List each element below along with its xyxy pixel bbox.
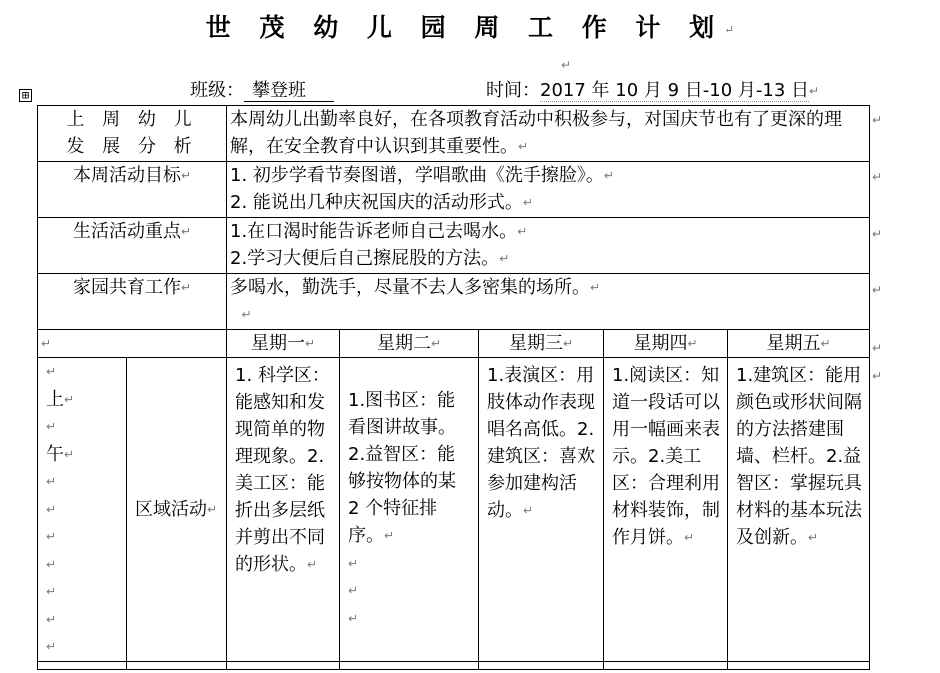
period-char-lower: 午↵ xyxy=(46,443,75,465)
class-label: 班级： xyxy=(190,80,244,101)
class-name: 攀登班 xyxy=(244,80,334,102)
activity-cell-thu[interactable]: 1.阅读区：知道一段话可以用一幅画来表示。2.美工区：合理利用材料装饰，制作月饼。↵ xyxy=(604,358,728,662)
time-value: 2017 年 10 月 9 日-10 月-13 日 xyxy=(540,80,810,101)
table-move-handle-icon[interactable]: ⊞ xyxy=(19,89,32,102)
weekday-header-thu: 星期四↵ xyxy=(604,329,728,358)
period-cell-morning: ↵ 上↵ ↵ 午↵ ↵ ↵ ↵ ↵ ↵ ↵ ↵ xyxy=(38,358,127,662)
activity-cell-mon[interactable]: 1. 科学区：能感知和发现简单的物理现象。2.美工区：能折出多层纸并剪出不同的形状。↵ xyxy=(227,358,340,662)
time-info xyxy=(486,80,819,102)
document-title: 世 茂 幼 儿 园 周 工 作 计 划↵ xyxy=(205,13,735,42)
weekday-header-mon: 星期一↵ xyxy=(227,329,340,358)
life-item: 1.在口渴时能告诉老师自己去喝水。↵ xyxy=(230,220,528,242)
table-continuation-row xyxy=(38,661,870,669)
goal-item: 2. 能说出几种庆祝国庆的活动形式。↵ xyxy=(230,192,533,213)
daily-life-label: 生活活动重点↵ xyxy=(38,217,227,273)
life-item: 2.学习大便后自己擦屁股的方法。↵ xyxy=(230,248,510,269)
home-school-content[interactable]: 多喝水，勤洗手，尽量不去人多密集的场所。↵ ↵ xyxy=(227,273,870,329)
weekday-header-blank: ↵ xyxy=(38,329,227,358)
weekday-header-fri: 星期五↵ xyxy=(728,329,870,358)
paragraph-mark: ↵ xyxy=(809,84,820,98)
period-char-upper: 上↵ xyxy=(46,388,75,410)
activity-cell-fri[interactable]: 1.建筑区：能用颜色或形状间隔的方法搭建围墙、栏杆。2.益智区：掌握玩具材料的基本玩法及创新。↵ xyxy=(728,358,870,662)
activity-cell-tue[interactable]: 1.图书区：能看图讲故事。2.益智区：能够按物体的某 2 个特征排序。↵ ↵ ↵ ↵ xyxy=(340,358,479,662)
weekday-header-tue: 星期二↵ xyxy=(340,329,479,358)
daily-life-content[interactable] xyxy=(227,217,870,273)
last-week-analysis-label: 上 周 幼 儿 发 展 分 析 xyxy=(38,106,227,162)
home-school-label: 家园共育工作↵ xyxy=(38,273,227,329)
weekday-header-wed: 星期三↵ xyxy=(479,329,604,358)
goal-item: 1. 初步学看节奏图谱，学唱歌曲《洗手擦脸》。↵ xyxy=(230,164,614,186)
paragraph-mark: ↵ xyxy=(561,58,572,72)
area-activity-label: 区域活动↵ xyxy=(127,358,227,662)
activity-cell-wed[interactable]: 1.表演区：用肢体动作表现唱名高低。2.建筑区：喜欢参加建构活动。↵ xyxy=(479,358,604,662)
paragraph-mark: ↵ xyxy=(724,22,735,37)
weekly-goals-content[interactable] xyxy=(227,161,870,217)
weekly-plan-table xyxy=(37,105,870,670)
class-info xyxy=(190,80,334,102)
last-week-analysis-content[interactable]: 本周幼儿出勤率良好，在各项教育活动中积极参与，对国庆节也有了更深的理解，在安全教育中认识到其重要性。↵ xyxy=(227,106,870,162)
time-label: 时间： xyxy=(486,80,540,101)
weekly-goals-label: 本周活动目标↵ xyxy=(38,161,227,217)
